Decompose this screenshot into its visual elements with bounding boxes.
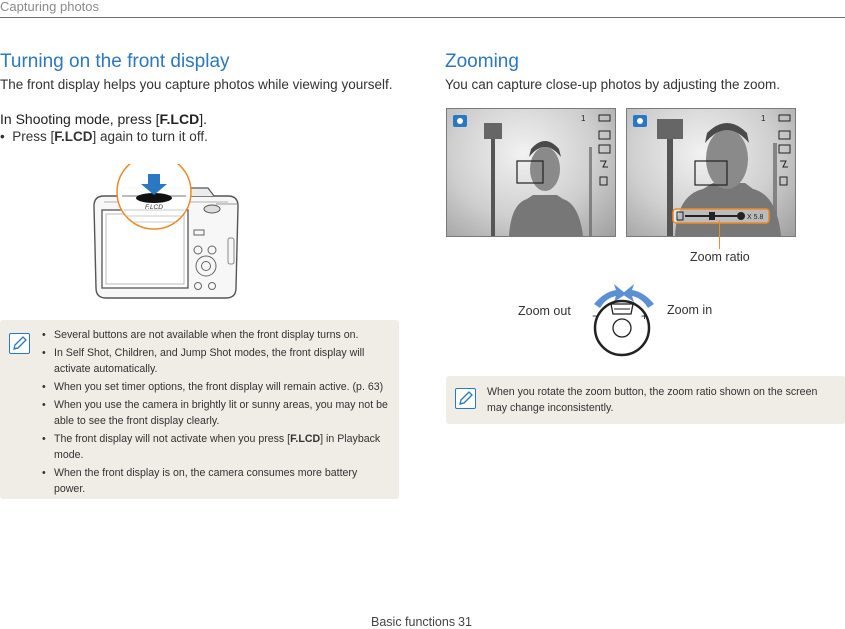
section-header: Capturing photos xyxy=(0,0,100,14)
instruction-prefix: In Shooting mode, press [ xyxy=(0,111,160,127)
zoom-dial-illustration xyxy=(584,282,664,358)
bullet-suffix: ] again to turn it off. xyxy=(92,129,208,144)
zoom-ratio-label: Zoom ratio xyxy=(690,250,750,264)
instruction-key: F.LCD xyxy=(159,111,200,127)
note-pencil-icon xyxy=(9,333,30,354)
front-display-lead: The front display helps you capture photos while viewing yourself. xyxy=(0,77,393,92)
camera-button-label: F.LCD xyxy=(145,204,163,211)
note-pencil-icon xyxy=(455,388,476,409)
zoom-note xyxy=(446,376,845,424)
note-item: • When you set timer options, the front display will remain active. (p. 63) xyxy=(40,379,390,395)
note-item: • The front display will not activate when you press [F.LCD] in Playback mode. xyxy=(40,431,390,463)
front-display-note xyxy=(0,320,399,499)
zooming-heading: Zooming xyxy=(445,51,519,72)
zoom-in-label: Zoom in xyxy=(667,303,713,317)
note-item: • Several buttons are not available when the front display turns on. xyxy=(40,327,390,343)
note-item: • When you use the camera in brightly lit or sunny areas, you may not be able to see the front display clearly. xyxy=(40,397,390,429)
minus-sign: − xyxy=(592,309,600,323)
footer-section: Basic functions xyxy=(371,615,456,629)
zooming-lead: You can capture close-up photos by adjusting the zoom. xyxy=(445,77,780,92)
camera-illustration xyxy=(88,164,248,304)
zoom-value: X 5.8 xyxy=(747,214,764,221)
zoom-note-text: When you rotate the zoom button, the zoom ratio shown on the screen may change inconsistently. xyxy=(487,386,818,414)
page-number: 31 xyxy=(458,615,472,629)
instruction-suffix: ]. xyxy=(199,111,207,127)
front-display-bullet: • Press [F.LCD] again to turn it off. xyxy=(0,129,208,144)
zoom-out-screen xyxy=(446,108,616,237)
zoom-ratio-pointer xyxy=(719,220,720,249)
note-list xyxy=(40,327,390,499)
plus-sign: + xyxy=(641,309,649,323)
front-display-heading: Turning on the front display xyxy=(0,51,230,72)
bullet-prefix: Press [ xyxy=(12,129,55,144)
note-item: • When the front display is on, the camera consumes more battery power. xyxy=(40,465,390,497)
zoom-in-screen xyxy=(626,108,796,237)
front-display-instruction xyxy=(0,111,207,127)
shot-count: 1 xyxy=(761,114,766,123)
shot-count: 1 xyxy=(581,114,586,123)
bullet-key: F.LCD xyxy=(54,129,93,144)
header-divider xyxy=(0,17,845,18)
zoom-out-label: Zoom out xyxy=(518,304,571,318)
note-item: • In Self Shot, Children, and Jump Shot modes, the front display will activate automatically. xyxy=(40,345,390,377)
